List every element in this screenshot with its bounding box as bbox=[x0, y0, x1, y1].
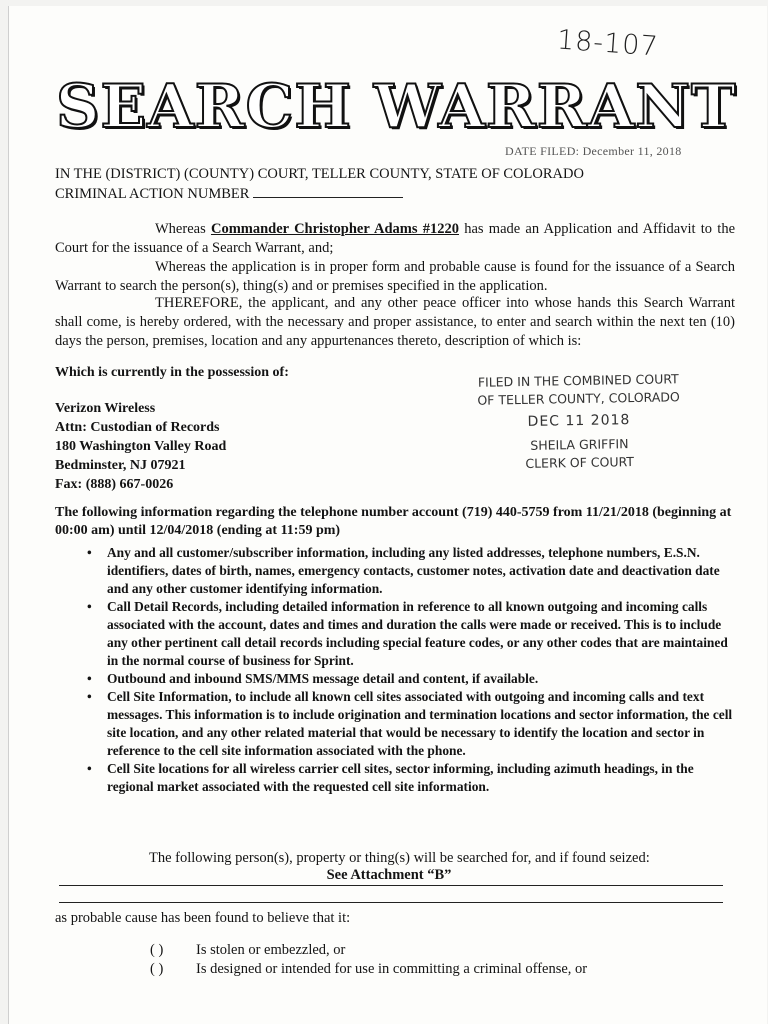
search-statement: The following person(s), property or thing(s) will be searched for, and if found seized: bbox=[149, 850, 650, 866]
bullet: • bbox=[87, 545, 92, 560]
possession-label: Which is currently in the possession of: bbox=[55, 365, 289, 380]
option-criminal-use: ( ) Is designed or intended for use in committing a criminal offense, or bbox=[150, 961, 588, 977]
applicant-name: Commander Christopher Adams #1220 bbox=[210, 221, 459, 237]
requested-items-list bbox=[87, 544, 737, 796]
list-item: • Outbound and inbound SMS/MMS message detail and content, if available. bbox=[87, 671, 539, 686]
address-line: Fax: (888) 667-0026 bbox=[55, 477, 174, 492]
information-intro: The following information regarding the telephone number account (719) 440-5759 from 11/21/2018 (beginning at 00:00 am) until 12/04/2018 (ending at 11:59 pm) bbox=[55, 505, 732, 538]
list-item: • Cell Site Information, to include all known cell sites associated with outgoing and incoming calls and text messages. This information is to include origination and termination locations and sector information, the cell site location, and any other related material that would be necessary to identify the location and sector in reference to the cell site information associated with the phone. bbox=[87, 689, 733, 758]
paragraph-applicant: Whereas Commander Christopher Adams #1220 has made an Application and Affidavit to the Court for the issuance of a Search Warrant, and; bbox=[55, 221, 736, 256]
handwritten-case-number: 18-107 bbox=[556, 24, 660, 63]
stamp-clerk-name: SHEILA GRIFFIN bbox=[530, 436, 629, 453]
court-line: IN THE (DISTRICT) (COUNTY) COURT, TELLER COUNTY, STATE OF COLORADO bbox=[55, 166, 584, 182]
paragraph-probable-cause: Whereas the application is in proper form and probable cause is found for the issuance of a Search Warrant to search the person(s), thing(s) and or premises specified in the application. bbox=[55, 259, 735, 294]
paragraph-order: THEREFORE, the applicant, and any other peace officer into whose hands this Search Warrant shall come, is hereby ordered, with the necessary and proper assistance, to enter and search within the next ten (10) days the person, premises, location and any appurtenances thereto, description of which is: bbox=[55, 295, 735, 349]
address-line: Verizon Wireless bbox=[55, 401, 156, 416]
option-stolen: ( ) Is stolen or embezzled, or bbox=[150, 942, 346, 958]
criminal-action-label: CRIMINAL ACTION NUMBER bbox=[55, 186, 250, 202]
bullet: • bbox=[87, 671, 92, 686]
list-item: • Call Detail Records, including detailed information in reference to all known outgoing and incoming calls associated with the account, dates and times and duration the calls were made or received. This is to include any other pertinent call detail records including special feature codes, or any other codes that are maintained in the normal course of business for Sprint. bbox=[87, 599, 728, 668]
stamp-line: FILED IN THE COMBINED COURT bbox=[477, 371, 679, 390]
bullet: • bbox=[87, 761, 92, 776]
divider bbox=[59, 885, 723, 886]
stamp-line: OF TELLER COUNTY, COLORADO bbox=[477, 389, 680, 408]
address-line: Bedminster, NJ 07921 bbox=[55, 458, 186, 473]
checkbox: ( ) bbox=[150, 942, 164, 958]
divider bbox=[59, 902, 723, 903]
address-line: Attn: Custodian of Records bbox=[55, 420, 220, 435]
checkbox: ( ) bbox=[150, 961, 164, 977]
criminal-action-blank bbox=[253, 185, 403, 198]
date-filed: DATE FILED: December 11, 2018 bbox=[505, 144, 682, 158]
attachment-reference: See Attachment “B” bbox=[326, 867, 452, 883]
criminal-action-line bbox=[55, 185, 403, 203]
list-item: • Cell Site locations for all wireless carrier cell sites, sector informing, including azimuth headings, in the regional market associated with the requested cell site information. bbox=[87, 761, 694, 794]
stamp-clerk-title: CLERK OF COURT bbox=[525, 454, 635, 471]
bullet: • bbox=[87, 689, 92, 704]
document-title: SEARCH WARRANT bbox=[56, 72, 737, 142]
probable-cause-line: as probable cause has been found to believe that it: bbox=[55, 910, 351, 926]
court-filing-stamp bbox=[463, 370, 695, 474]
list-item: • Any and all customer/subscriber information, including any listed addresses, telephone numbers, E.S.N. identifiers, dates of birth, names, emergency contacts, customer notes, activation date and deactivation date and any other customer identifying information. bbox=[87, 545, 720, 596]
provider-address bbox=[55, 399, 226, 494]
document-page bbox=[8, 6, 767, 1024]
stamp-date: DEC 11 2018 bbox=[527, 412, 631, 430]
bullet: • bbox=[87, 599, 92, 614]
address-line: 180 Washington Valley Road bbox=[55, 439, 227, 454]
